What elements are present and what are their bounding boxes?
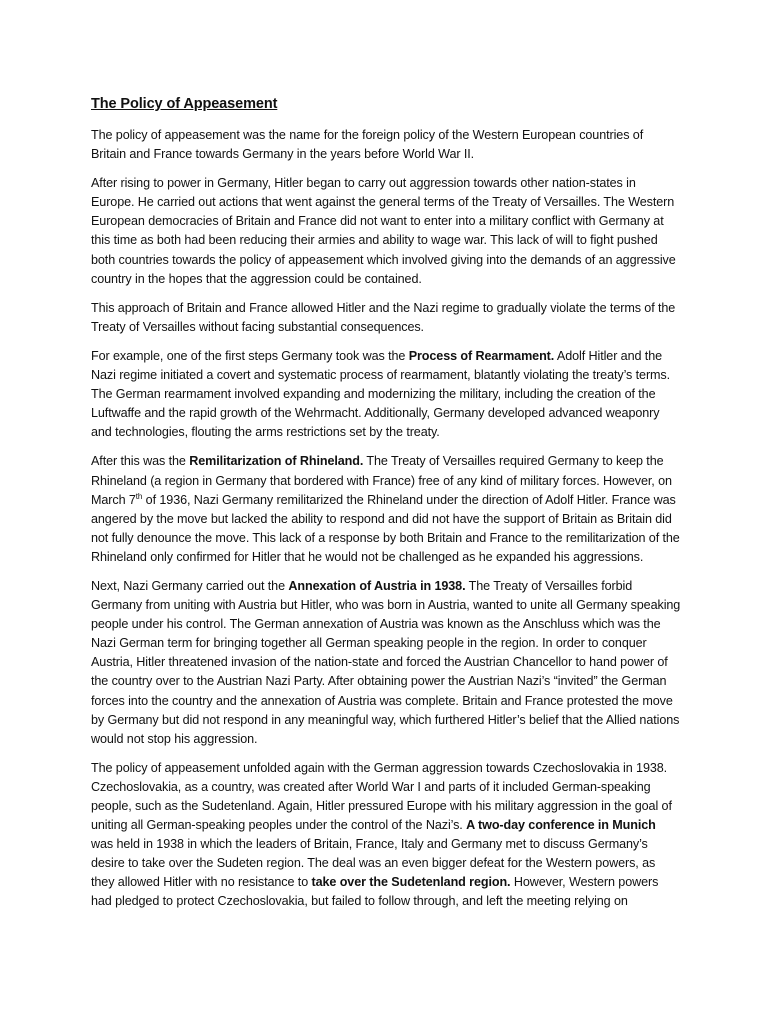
czech-body-text: was held in 1938 in which the leaders of Britain, France, Italy and Germany met to discuss Germany’s desire to take over the Sudeten region. The deal was an even bigger defeat for the Western powers, as they allowed Hitler with no resistance to — [91, 837, 656, 890]
paragraph-austria — [91, 577, 681, 749]
document-page — [91, 95, 681, 922]
rhineland-body-text: The Treaty of Versailles required Germany to keep the Rhineland (a region in Germany that bordered with France) free of any kind of military forces. However, on March 7 — [91, 454, 672, 507]
rearmament-lead-text: For example, one of the first steps Germany took was the — [91, 348, 409, 363]
rearmament-term: Process of Rearmament. — [408, 348, 555, 363]
paragraph-approach-text: This approach of Britain and France allowed Hitler and the Nazi regime to gradually violate the terms of the Treaty of Versailles without facing substantial consequences. — [91, 300, 676, 334]
rhineland-body-text-cont: of 1936, Nazi Germany remilitarized the Rhineland under the direction of Adolf Hitler. France was angered by the move but lacked the ability to respond and did not have the support of Britain as Britain did not fully denounce the move. This lack of a response by both Britain and France to the remilitarization of the Rhineland only confirmed for Hitler that he would not be challenged as he expanded his aggressions. — [91, 492, 680, 564]
ordinal-superscript: th — [135, 491, 143, 501]
austria-term: Annexation of Austria in 1938. — [288, 578, 466, 593]
paragraph-approach — [91, 299, 681, 337]
paragraph-rise-text: After rising to power in Germany, Hitler began to carry out aggression towards other nation-states in Europe. He carried out actions that went against the general terms of the Treaty of Versailles. The Western European democracies of Britain and France did not want to enter into a military conflict with Germany at this time as both had been reducing their armies and ability to wage war. This lack of will to fight pushed both countries towards the policy of appeasement which involved giving into the demands of an aggressive country in the hopes that the aggression could be contained. — [91, 176, 676, 286]
czech-lead-text: The policy of appeasement unfolded again with the German aggression towards Czechoslovakia in 1938. Czechoslovakia, as a country, was created after World War I and parts of it included German-speaking people, such as the Sudetenland. Again, Hitler pressured Europe with his military aggression in the goal of uniting all German-speaking peoples under the control of the Nazi’s. — [91, 760, 672, 833]
austria-lead-text: Next, Nazi Germany carried out the — [91, 578, 289, 593]
paragraph-rise-of-hitler — [91, 174, 681, 289]
paragraph-rearmament — [91, 347, 681, 442]
rearmament-body-text: Adolf Hitler and the Nazi regime initiated a covert and systematic process of rearmament, blatantly violating the treaty’s terms. The German rearmament involved expanding and modernizing the military, including the creation of the Luftwaffe and the rapid growth of the Wehrmacht. Additionally, Germany developed advanced weaponry and technologies, flouting the arms restrictions set by the treaty. — [91, 348, 671, 440]
austria-body-text: The Treaty of Versailles forbid Germany from uniting with Austria but Hitler, who was born in Austria, wanted to unite all Germany speaking people under his control. The German annexation of Austria was known as the Anschluss which was the Nazi German term for bringing together all German speaking people in the region. In order to conquer Austria, Hitler threatened invasion of the nation-state and forced the Austrian Chancellor to hand power of the country over to the Austrian Nazi Party. After obtaining power the Austrian Nazi’s “invited” the German forces into the country and the annexation of Austria was complete. Britain and France protested the move by Germany but did not respond in any meaningful way, which furthered Hitler’s belief that the Allied nations would not stop his aggression. — [91, 578, 681, 746]
munich-conference-term: A two-day conference in Munich — [466, 818, 656, 833]
sudetenland-term: take over the Sudetenland region. — [311, 875, 511, 890]
paragraph-czechoslovakia — [91, 759, 681, 912]
paragraph-rhineland — [91, 452, 681, 567]
paragraph-intro — [91, 126, 681, 164]
czech-body-text-end: However, Western powers had pledged to protect Czechoslovakia, but failed to follow through, and left the meeting relying on — [91, 875, 659, 909]
rhineland-term: Remilitarization of Rhineland. — [189, 454, 364, 469]
paragraph-intro-text: The policy of appeasement was the name for the foreign policy of the Western European countries of Britain and France towards Germany in the years before World War II. — [91, 128, 644, 162]
rhineland-lead-text: After this was the — [91, 454, 190, 469]
document-title: The Policy of Appeasement — [91, 96, 278, 112]
